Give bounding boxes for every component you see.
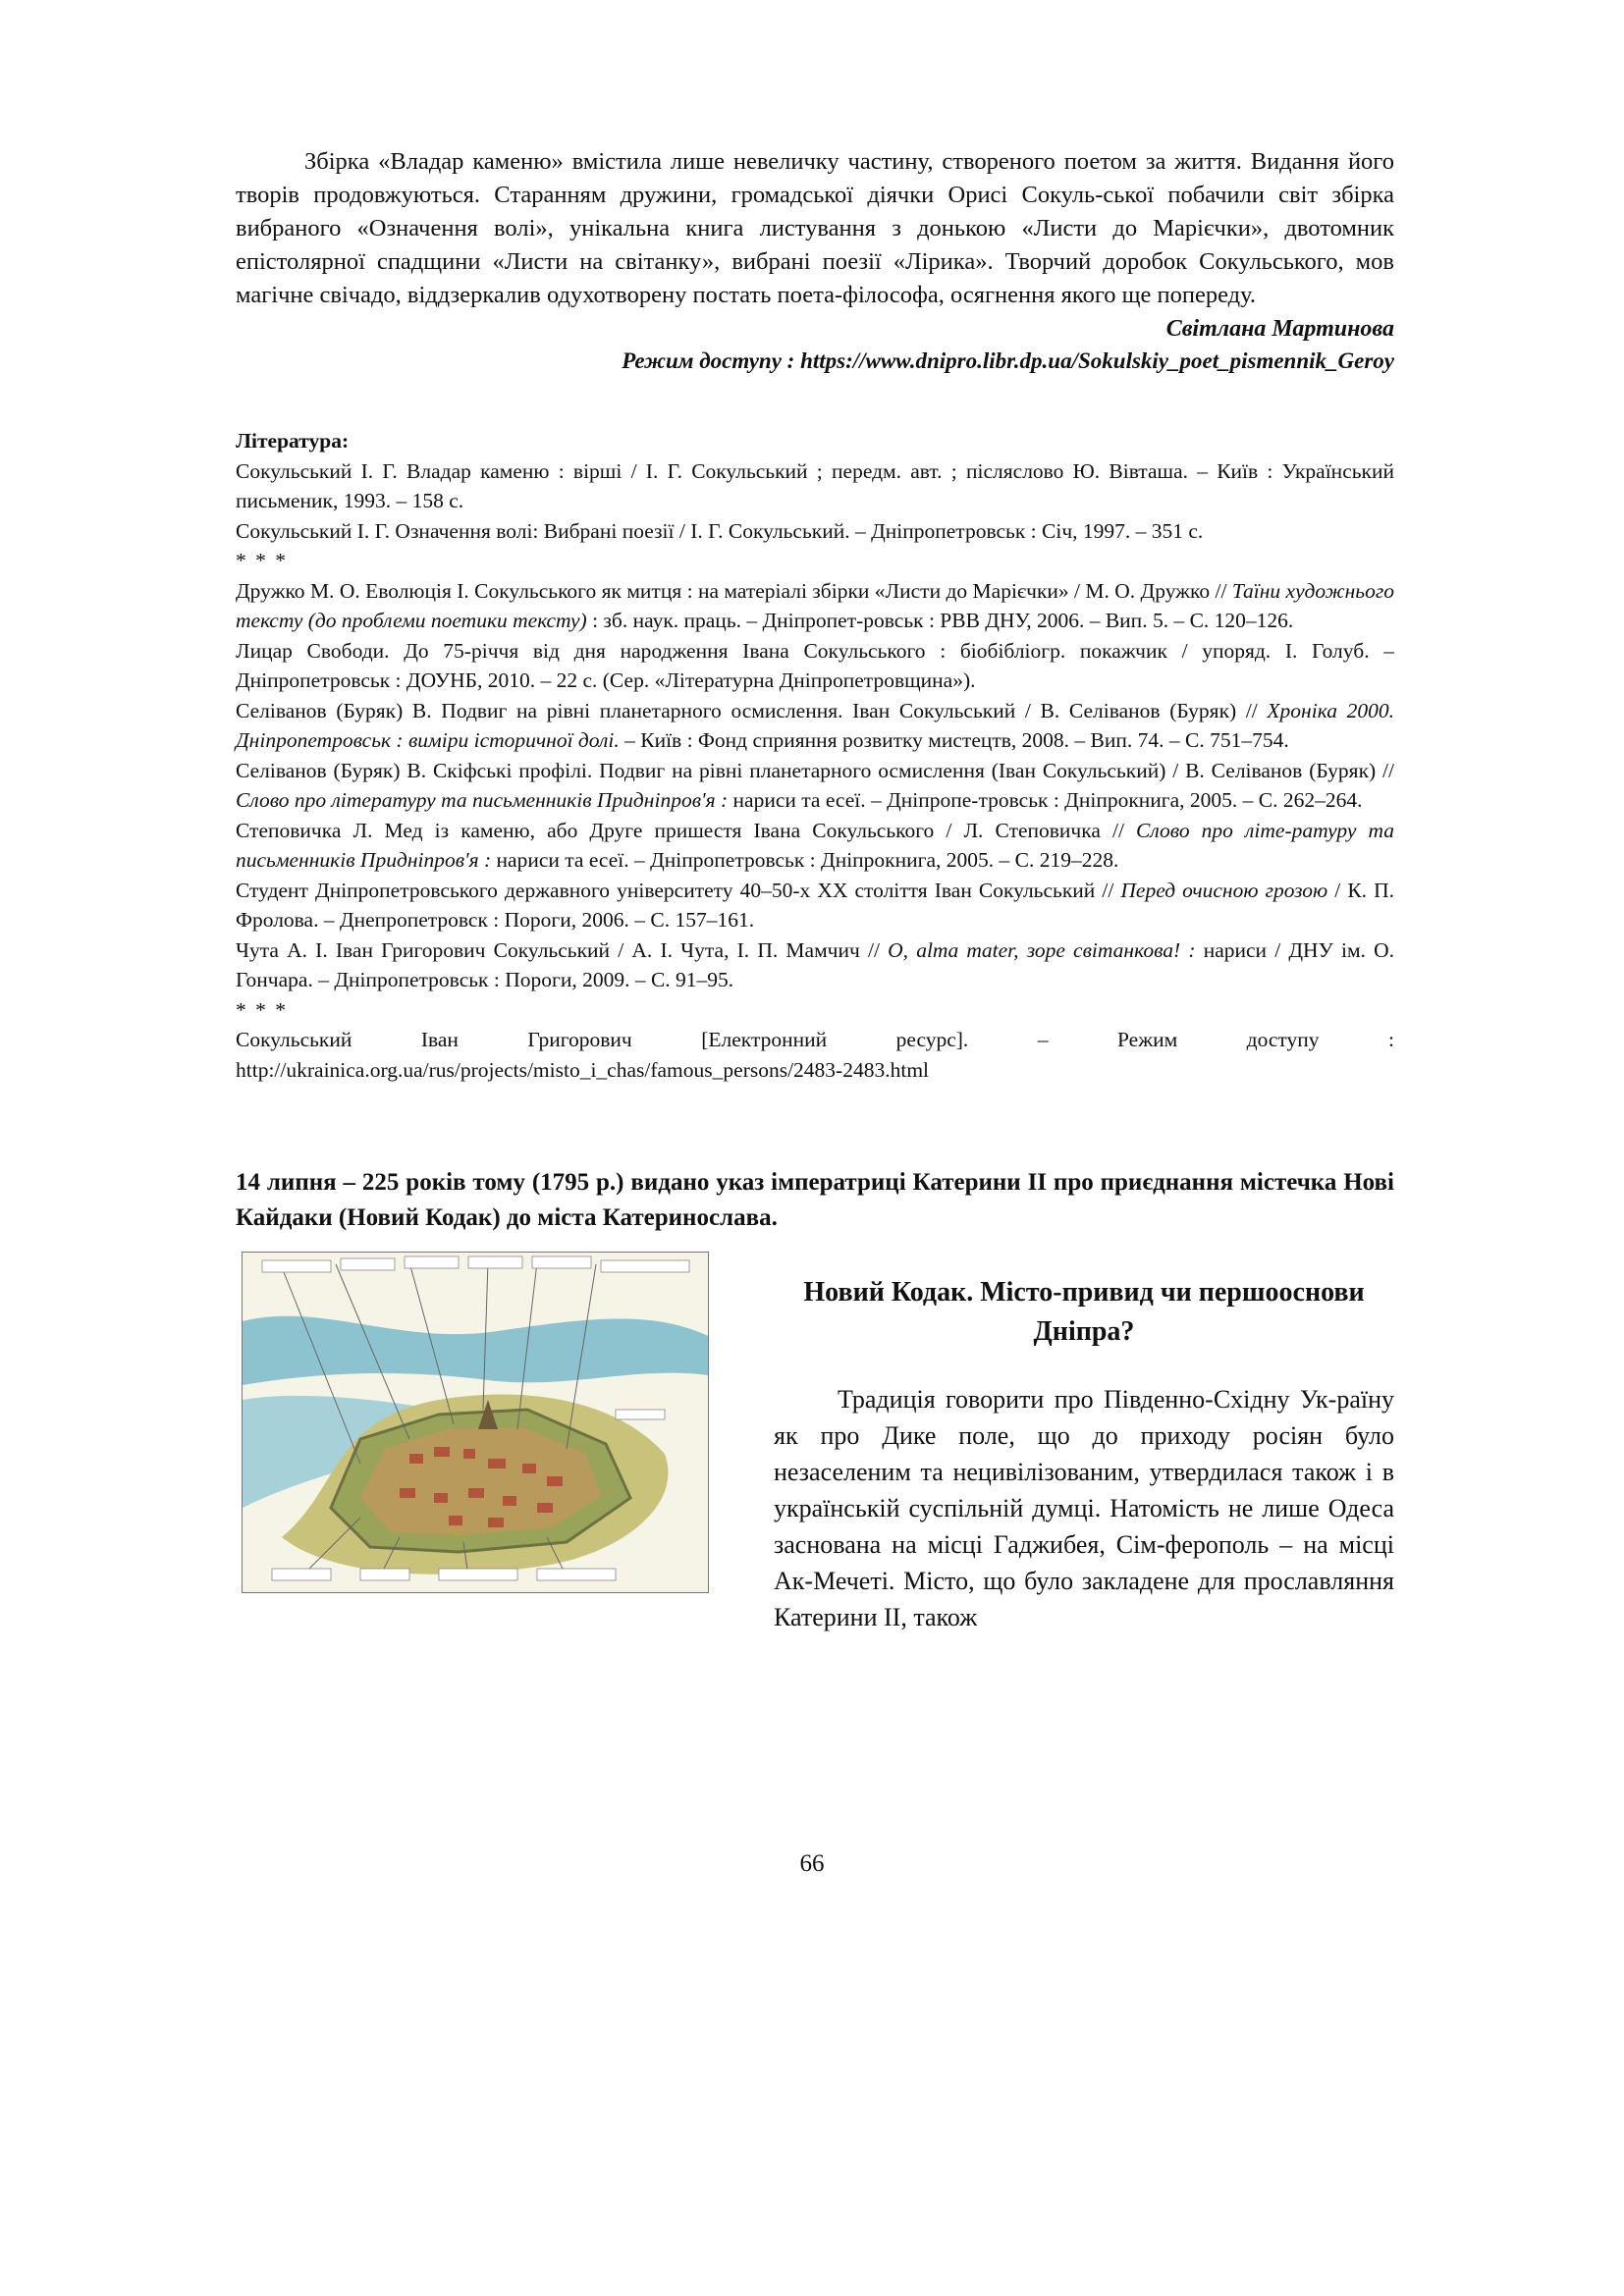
- literature-electronic-resource[interactable]: Сокульський Іван Григорович [Електронний ресурс]. – Режим доступу : http://ukrainica.org.ua/rus/projects/misto_i_chas/famous_persons/2483-2483.html: [236, 1028, 1394, 1082]
- literature-entry: [236, 636, 1394, 696]
- entry-source-title: Слово про літературу та письменників Придніпров'я :: [236, 788, 729, 812]
- entry-source-title: Хроніка 2000. Дніпропетровськ : виміри історичної долі.: [236, 698, 1394, 752]
- literature-title: Література:: [236, 429, 350, 453]
- entry-text: Чута А. І. Іван Григорович Сокульський / А. І. Чута, І. П. Мамчич //: [236, 937, 889, 962]
- article-block: [236, 1252, 1394, 1631]
- access-link[interactable]: Режим доступу : https://www.dnipro.libr.dp.ua/Sokulskiy_poet_pismennik_Geroy: [622, 348, 1394, 373]
- entry-text: : зб. наук. праць. – Дніпропет-ровськ : РВВ ДНУ, 2006. – Вип. 5. – С. 120–126.: [586, 609, 1294, 632]
- literature-entry: [236, 935, 1394, 995]
- entry-text: Степовичка Л. Мед із каменю, або Друге пришестя Івана Сокульського / Л. Степовичка //: [236, 818, 1137, 842]
- fortress-icon: [243, 1253, 708, 1592]
- literature-entry: [236, 696, 1394, 756]
- entry-source-title: O, alma mater, зоре світанкова! :: [888, 937, 1196, 962]
- entry-source-title: Слово про літе-ратуру та письменників Придніпров'я :: [236, 818, 1394, 872]
- intro-paragraph: Збірка «Владар каменю» вмістила лише невеличку частину, створеного поетом за життя. Видання його творів продовжуються. Старанням дружини, громадської діячки Орисі Сокуль-ської побачили світ збірка вибраного «Означення волі», унікальна книга листування з донькою «Листи до Марієчки», двотомник епістолярної спадщини «Листи на світанку», вибрані поезії «Лірика». Творчий доробок Сокульського, мов магічне свічадо, віддзеркалив одухотворену постать поета-філософа, осягнення якого ще попереду.: [236, 148, 1394, 308]
- entry-source-title: Перед очисною грозою: [1120, 878, 1328, 902]
- page-number: 66: [799, 1850, 825, 1877]
- article-body: Традиція говорити про Південно-Східну Ук-раїну як про Дике поле, що до приходу росіян було незаселеним та нецивілізованим, утвердилася також і в українській суспільній думці. Натомість не лише Одеса заснована на місці Гаджибея, Сім-ферополь – на місці Ак-Мечеті. Місто, що було закладене для прославляння Катерини ІІ, також: [774, 1385, 1394, 1631]
- entry-text: – Київ : Фонд сприяння розвитку мистецтв, 2008. – Вип. 74. – С. 751–754.: [619, 728, 1289, 752]
- literature-entry: [236, 576, 1394, 636]
- separator-stars: * * *: [236, 997, 288, 1022]
- entry-text: Селіванов (Буряк) В. Скіфські профілі. Подвиг на рівні планетарного осмислення (Іван Сокульський) / В. Селіванов (Буряк) //: [236, 758, 1394, 782]
- entry-text: нариси / ДНУ ім. О. Гончара. – Дніпропетровськ : Пороги, 2009. – С. 91–95.: [236, 937, 1394, 991]
- literature-entry: Сокульський І. Г. Означення волі: Вибрані поезії / І. Г. Сокульський. – Дніпропетровськ : Січ, 1997. – 351 с.: [236, 518, 1204, 543]
- fortress-illustration: [242, 1252, 709, 1593]
- document-page: [236, 145, 1395, 1631]
- literature-group: [236, 576, 1394, 995]
- entry-text: Дружко М. О. Еволюція І. Сокульського як митця : на матеріалі збірки «Листи до Марієчки» / М. О. Дружко //: [236, 578, 1232, 603]
- entry-text: / К. П. Фролова. – Днепропетровск : Пороги, 2006. – С. 157–161.: [236, 878, 1395, 932]
- literature-entry: [236, 876, 1394, 935]
- article-text-column: [774, 1273, 1394, 1635]
- entry-text: Лицар Свободи. До 75-річчя від дня народження Івана Сокульського : біобібліогр. покажчик / упоряд. І. Голуб. – Дніпропетровськ : ДОУНБ, 2010. – 22 с. (Сер. «Літературна Дніпропетровщина»).: [236, 638, 1394, 692]
- entry-text: Студент Дніпропетровського державного університету 40–50-х ХХ століття Іван Сокульський //: [236, 878, 1121, 902]
- separator-stars: * * *: [236, 549, 288, 572]
- author-signature: Світлана Мартинова: [1165, 316, 1394, 342]
- literature-entry: [236, 816, 1394, 876]
- entry-text: Селіванов (Буряк) В. Подвиг на рівні планетарного осмислення. Іван Сокульський / В. Селіванов (Буряк) //: [236, 698, 1268, 722]
- entry-text: нариси та есеї. – Дніпропе-тровськ : Дніпрокнига, 2005. – С. 262–264.: [728, 788, 1363, 812]
- literature-entry: Сокульський І. Г. Владар каменю : вірші / І. Г. Сокульський ; передм. авт. ; післяслово Ю. Вівташа. – Київ : Український письменик, 1993. – 158 с.: [236, 458, 1394, 512]
- event-heading: 14 липня – 225 років тому (1795 р.) видано указ імператриці Катерини ІІ про приєднання містечка Нові Кайдаки (Новий Кодак) до міста Катеринослава.: [236, 1169, 1394, 1231]
- entry-source-title: Таїни художнього тексту (до проблеми поетики тексту): [236, 578, 1394, 632]
- article-title: Новий Кодак. Місто-привид чи першооснови Дніпра?: [803, 1277, 1365, 1347]
- literature-section: [236, 426, 1394, 1085]
- intro-section: [236, 145, 1394, 377]
- literature-entry: [236, 756, 1394, 816]
- entry-text: нариси та есеї. – Дніпропетровськ : Дніпрокнига, 2005. – С. 219–228.: [491, 848, 1119, 872]
